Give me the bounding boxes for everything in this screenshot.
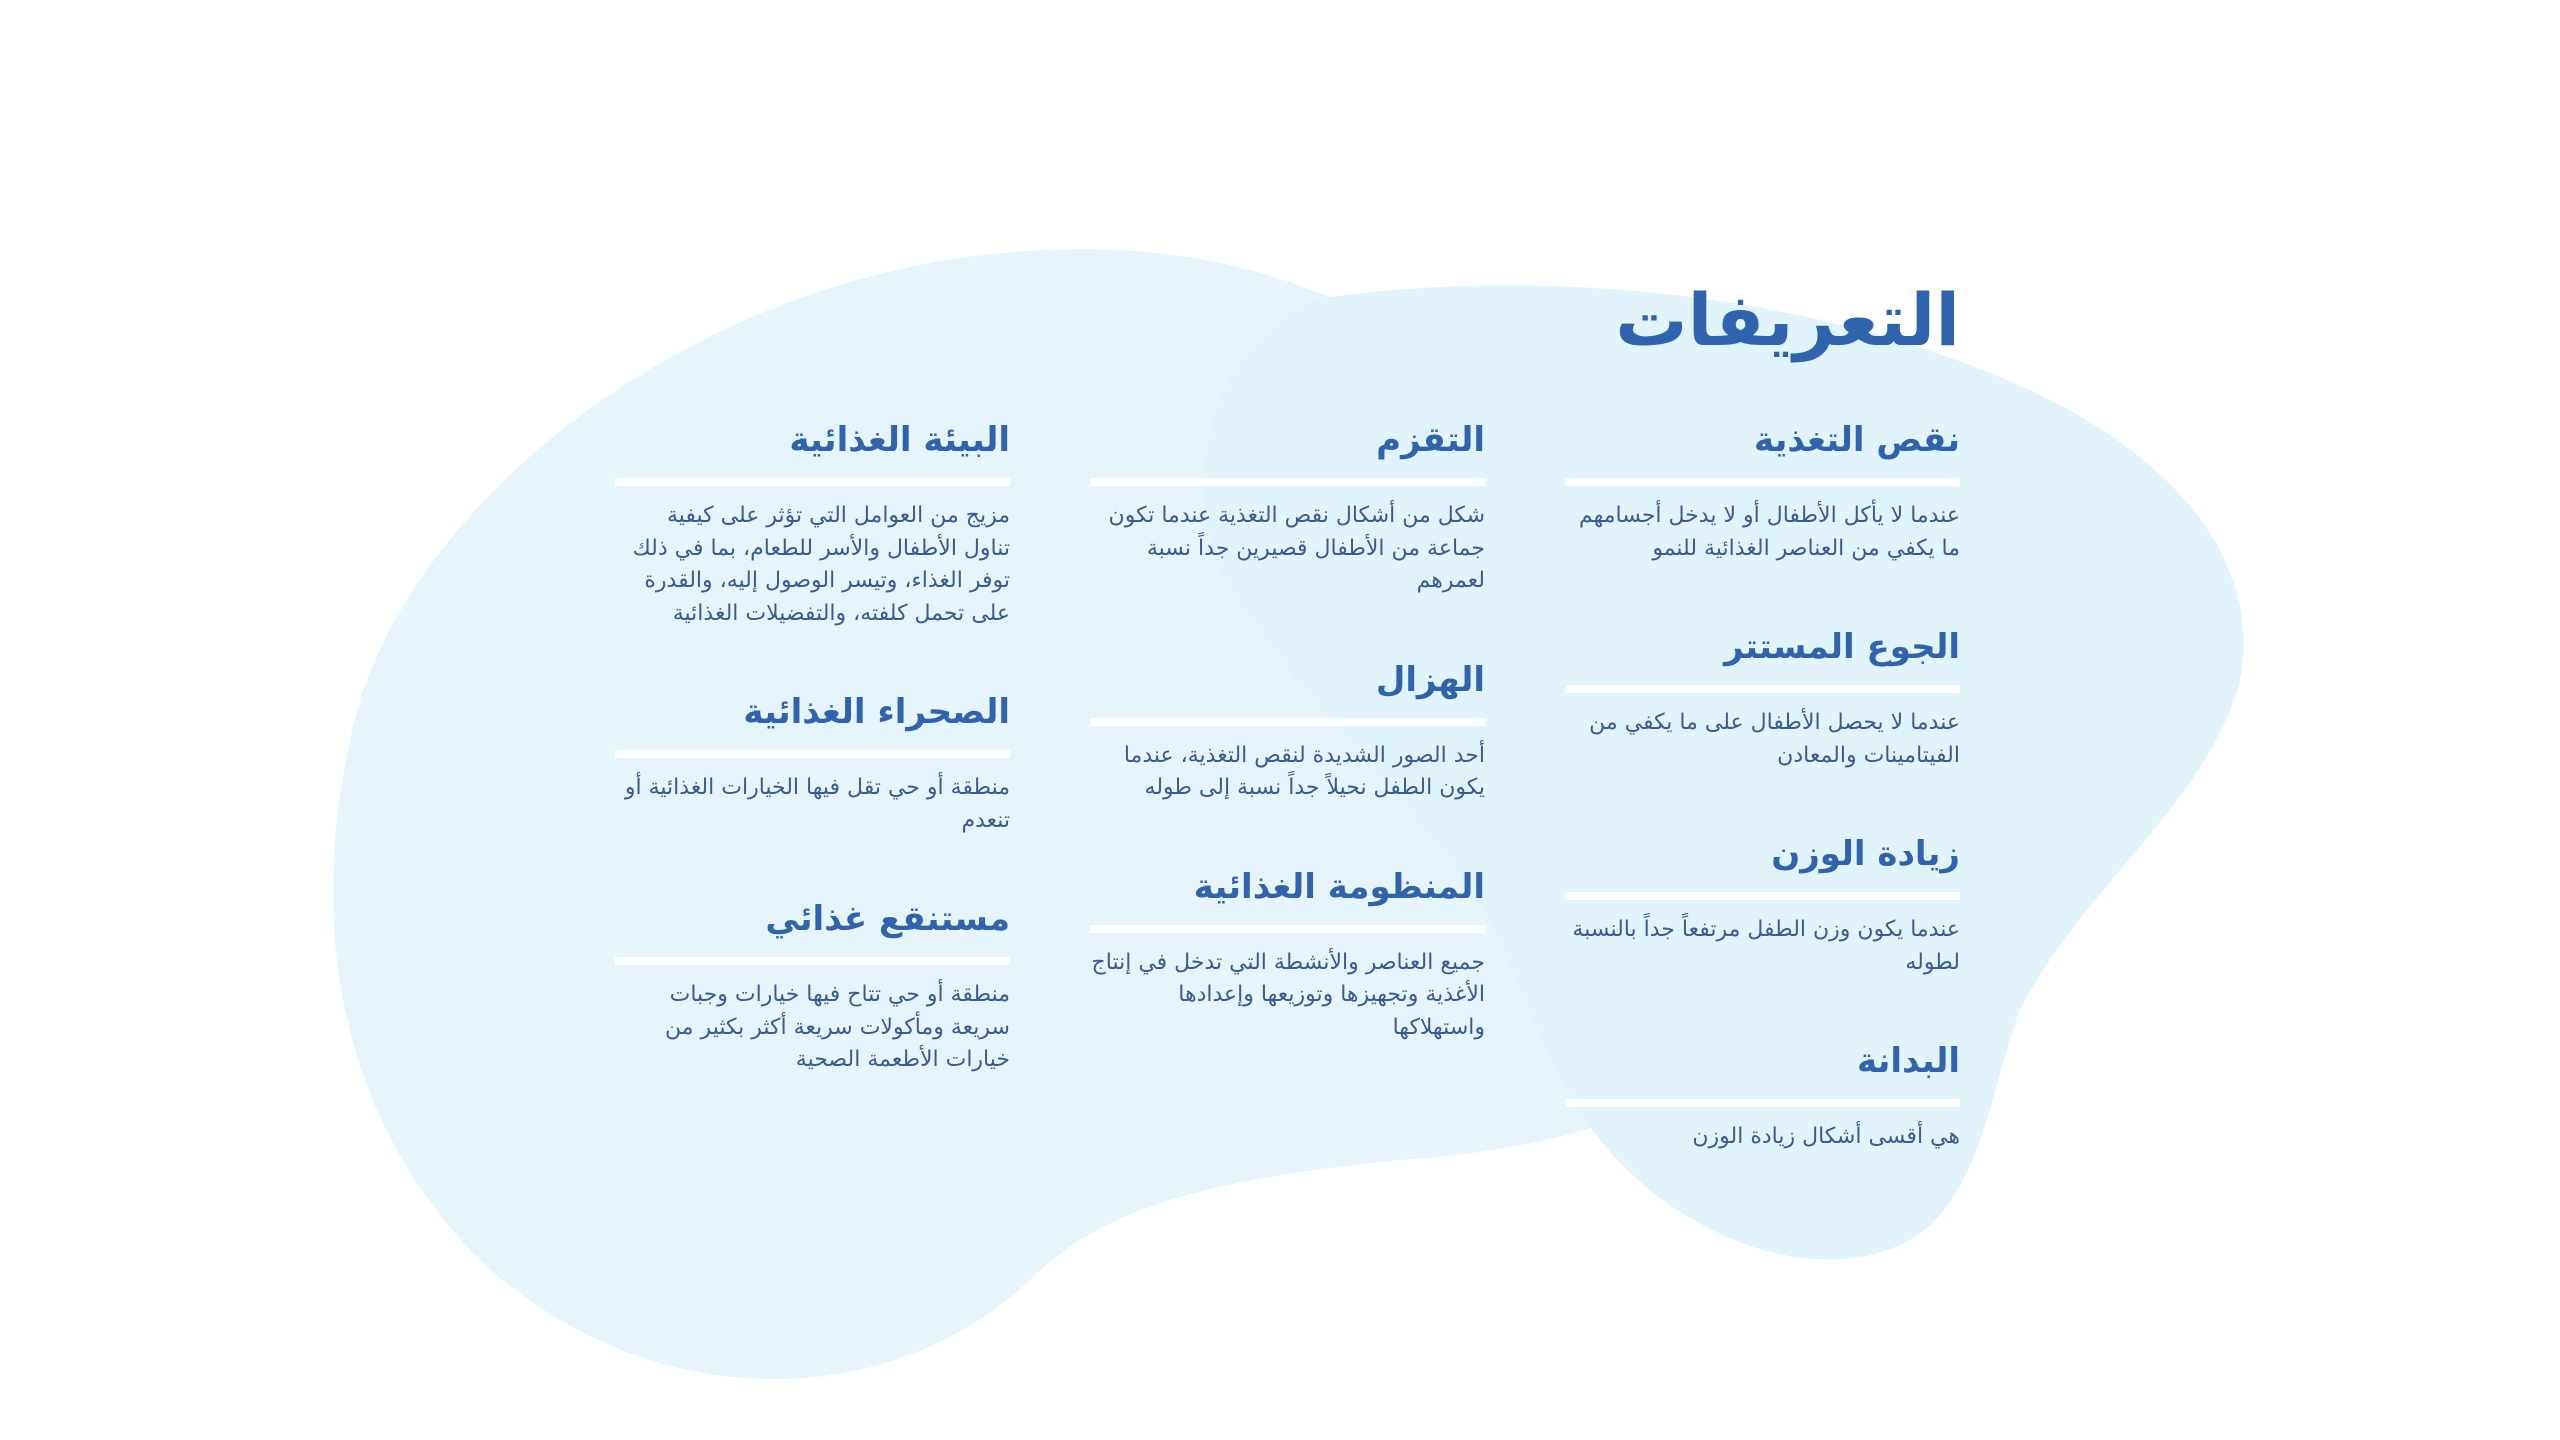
term-card [615, 410, 1010, 630]
term-title: الصحراء الغذائية [743, 692, 1010, 732]
term-description: مزيج من العوامل التي تؤثر على كيفية تناول الأطفال والأسر للطعام، بما في ذلك توفر الغذاء، وتيسر الوصول إليه، والقدرة على تحمل كلفته، والتفضيلات الغذائية [632, 503, 1010, 626]
term-title: زيادة الوزن [1771, 834, 1960, 874]
term-title: الجوع المستتر [1723, 627, 1960, 667]
term-title: التقزم [1376, 420, 1485, 460]
term-title: نقص التغذية [1754, 420, 1960, 460]
term-divider [615, 478, 1010, 486]
term-description: عندما يكون وزن الطفل مرتفعاً جداً بالنسبة لطوله [1572, 917, 1960, 975]
term-divider [615, 750, 1010, 758]
term-divider [615, 957, 1010, 965]
term-card [615, 682, 1010, 837]
term-divider [1565, 478, 1960, 486]
term-description: جميع العناصر والأنشطة التي تدخل في إنتاج الأغذية وتجهيزها وتوزيعها وإعدادها واستهلاكها [1091, 949, 1485, 1040]
term-divider [1565, 1099, 1960, 1107]
definitions-column-3 [615, 410, 1010, 1129]
term-card [1090, 410, 1485, 598]
term-description: منطقة أو حي تتاح فيها خيارات وجبات سريعة ومأكولات سريعة أكثر بكثير من خيارات الأطعمة الصحية [665, 982, 1010, 1072]
term-title: مستنقع غذائي [765, 899, 1010, 939]
term-description: منطقة أو حي تقل فيها الخيارات الغذائية أو تنعدم [624, 775, 1010, 833]
term-title: البدانة [1857, 1041, 1960, 1081]
term-description: أحد الصور الشديدة لنقص التغذية، عندما يكون الطفل نحيلاً جداً نسبة إلى طوله [1123, 742, 1485, 800]
term-card [1565, 1031, 1960, 1154]
term-title: البيئة الغذائية [789, 420, 1010, 460]
term-title: الهزال [1375, 659, 1485, 700]
term-divider [1090, 478, 1485, 486]
term-divider [1565, 892, 1960, 900]
definitions-column-1 [1565, 410, 1960, 1206]
term-description: هي أقسى أشكال زيادة الوزن [1692, 1124, 1960, 1149]
term-description: عندما لا يأكل الأطفال أو لا يدخل أجسامهم ما يكفي من العناصر الغذائية للنمو [1578, 503, 1960, 561]
term-card [1565, 617, 1960, 772]
term-card [1090, 857, 1485, 1045]
term-description: شكل من أشكال نقص التغذية عندما تكون جماعة من الأطفال قصيرين جداً نسبة لعمرهم [1108, 503, 1485, 593]
term-card [615, 889, 1010, 1077]
definitions-column-2 [1090, 410, 1485, 1096]
term-divider [1090, 925, 1485, 933]
term-title: المنظومة الغذائية [1193, 866, 1485, 907]
term-divider [1565, 685, 1960, 693]
term-card [1565, 410, 1960, 565]
term-divider [1090, 718, 1485, 726]
term-card [1090, 650, 1485, 805]
page-title: التعريفات [1615, 278, 1960, 362]
term-card [1565, 824, 1960, 979]
term-description: عندما لا يحصل الأطفال على ما يكفي من الفيتامينات والمعادن [1589, 710, 1960, 768]
